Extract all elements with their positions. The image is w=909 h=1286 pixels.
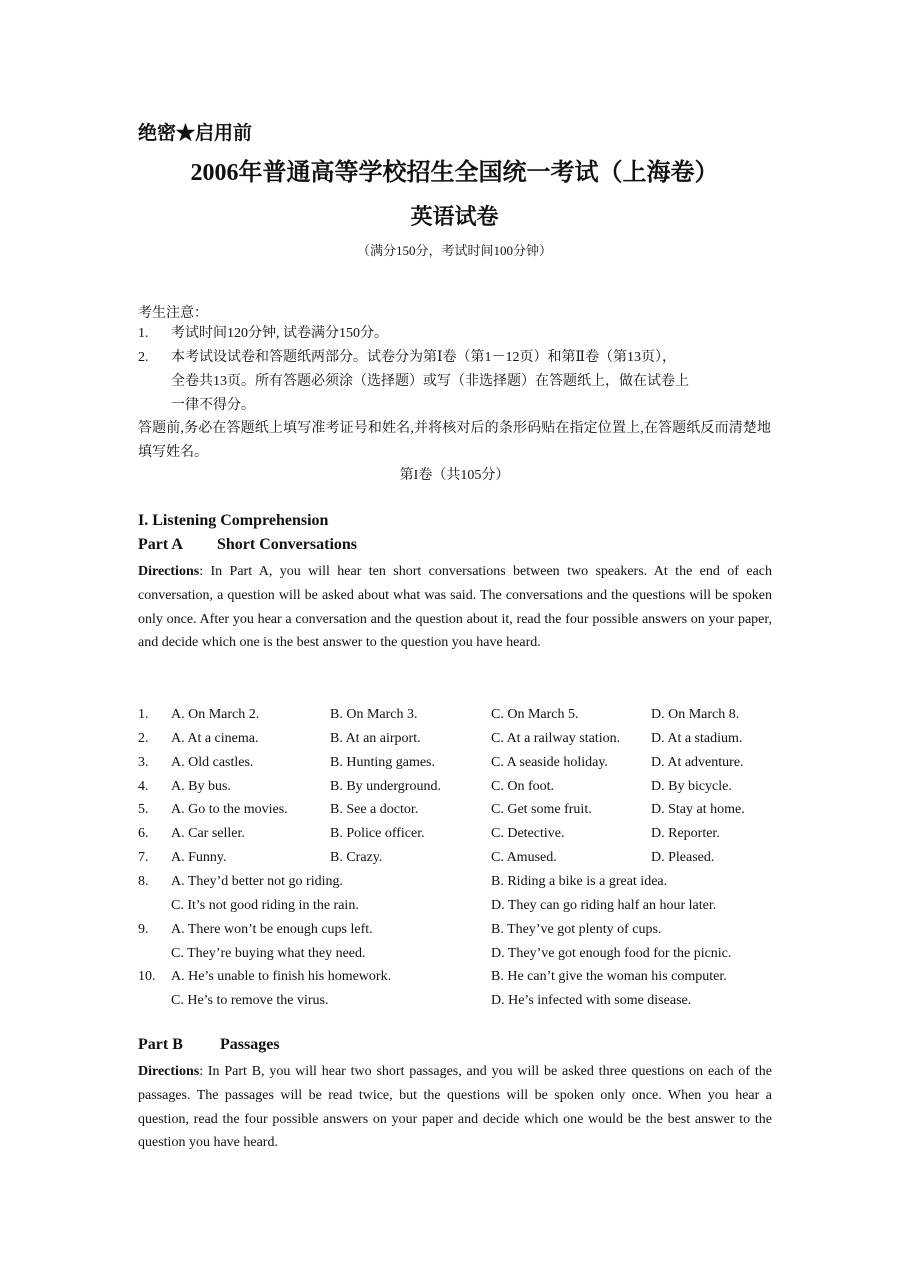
directions-label: Directions xyxy=(138,564,200,579)
notice-item-number: 2. xyxy=(138,350,149,365)
option-b: B. At an airport. xyxy=(330,731,421,746)
option-b: B. See a doctor. xyxy=(330,802,419,817)
option-c: C. On March 5. xyxy=(491,707,579,722)
question-number: 9. xyxy=(138,922,149,937)
notice-item-text: 一律不得分。 xyxy=(171,398,255,413)
option-c: C. Get some fruit. xyxy=(491,802,592,817)
option-d: D. They can go riding half an hour later. xyxy=(491,898,717,913)
option-c: C. A seaside holiday. xyxy=(491,755,608,770)
question-number: 1. xyxy=(138,707,149,722)
option-d: D. They’ve got enough food for the picnic. xyxy=(491,946,732,961)
option-c: C. At a railway station. xyxy=(491,731,621,746)
score-time-note: （满分150分，考试时间100分钟） xyxy=(356,243,552,258)
option-c: C. Detective. xyxy=(491,826,565,841)
question-number: 8. xyxy=(138,874,149,889)
exam-title: 2006年普通高等学校招生全国统一考试（上海卷） xyxy=(190,160,719,186)
notice-item-text: 全卷共13页。所有答题必须涂（选择题）或写（非选择题）在答题纸上，做在试卷上 xyxy=(171,374,689,389)
option-a: A. He’s unable to finish his homework. xyxy=(171,969,392,984)
part-a-name: Short Conversations xyxy=(217,536,358,553)
option-c: C. He’s to remove the virus. xyxy=(171,993,329,1008)
part-b-label: Part B xyxy=(138,1036,183,1053)
part-a-label: Part A xyxy=(138,536,183,553)
option-c: C. Amused. xyxy=(491,850,557,865)
notice-footer: 答题前,务必在答题纸上填写准考证号和姓名,并将核对后的条形码贴在指定位置上,在答题纸反而清楚地填写姓名。 xyxy=(138,421,771,460)
option-a: A. There won’t be enough cups left. xyxy=(171,922,373,937)
option-c: C. It’s not good riding in the rain. xyxy=(171,898,359,913)
option-a: A. Go to the movies. xyxy=(171,802,288,817)
option-a: A. They’d better not go riding. xyxy=(171,874,343,889)
question-number: 2. xyxy=(138,731,149,746)
question-number: 5. xyxy=(138,802,149,817)
option-d: D. Stay at home. xyxy=(651,802,745,817)
option-b: B. Crazy. xyxy=(330,850,383,865)
notice-item-text: 考试时间120分钟, 试卷满分150分。 xyxy=(171,326,388,341)
option-b: B. By underground. xyxy=(330,779,441,794)
question-number: 3. xyxy=(138,755,149,770)
notice-item-text: 本考试设试卷和答题纸两部分。试卷分为第Ⅰ卷（第1－12页）和第Ⅱ卷（第13页）， xyxy=(171,350,677,365)
directions-label: Directions xyxy=(138,1064,200,1079)
directions-text: : In Part A, you will hear ten short conversations between two speakers. At the end of each conversation, a question will be asked about what was said. The conversations and the questions will be spoken only once. After you hear a conversation and the question about it, read the four possible answers on your paper, and decide which one is the best answer to the question you have heard. xyxy=(138,564,772,651)
option-c: C. They’re buying what they need. xyxy=(171,946,366,961)
question-number: 10. xyxy=(138,969,156,984)
question-number: 7. xyxy=(138,850,149,865)
option-d: D. On March 8. xyxy=(651,707,740,722)
option-d: D. He’s infected with some disease. xyxy=(491,993,692,1008)
option-d: D. By bicycle. xyxy=(651,779,732,794)
option-d: D. At a stadium. xyxy=(651,731,743,746)
option-d: D. At adventure. xyxy=(651,755,744,770)
option-a: A. Funny. xyxy=(171,850,227,865)
option-a: A. At a cinema. xyxy=(171,731,259,746)
option-b: B. Riding a bike is a great idea. xyxy=(491,874,668,889)
option-d: D. Reporter. xyxy=(651,826,720,841)
option-c: C. On foot. xyxy=(491,779,554,794)
question-number: 6. xyxy=(138,826,149,841)
option-a: A. By bus. xyxy=(171,779,231,794)
option-a: A. Old castles. xyxy=(171,755,254,770)
notice-label: 考生注意： xyxy=(138,306,208,321)
notice-item-number: 1. xyxy=(138,326,149,341)
option-b: B. Hunting games. xyxy=(330,755,435,770)
option-a: A. On March 2. xyxy=(171,707,260,722)
option-a: A. Car seller. xyxy=(171,826,245,841)
question-number: 4. xyxy=(138,779,149,794)
part-a-directions xyxy=(138,560,772,655)
part-b-name: Passages xyxy=(220,1036,280,1053)
part-b-directions xyxy=(138,1060,772,1155)
option-b: B. They’ve got plenty of cups. xyxy=(491,922,662,937)
exam-subtitle: 英语试卷 xyxy=(410,204,499,229)
option-b: B. He can’t give the woman his computer. xyxy=(491,969,727,984)
option-d: D. Pleased. xyxy=(651,850,715,865)
volume-heading: 第I卷（共105分） xyxy=(399,468,510,483)
section-title: I. Listening Comprehension xyxy=(138,512,329,529)
option-b: B. Police officer. xyxy=(330,826,425,841)
option-b: B. On March 3. xyxy=(330,707,418,722)
confidential-mark: 绝密★启用前 xyxy=(138,123,253,144)
directions-text: : In Part B, you will hear two short passages, and you will be asked three questions on each of the passages. The passages will be read twice, but the questions will be spoken only once. When you hear a question, read the four possible answers on your paper and decide which one would be the best answer to the question you have heard. xyxy=(138,1064,772,1151)
